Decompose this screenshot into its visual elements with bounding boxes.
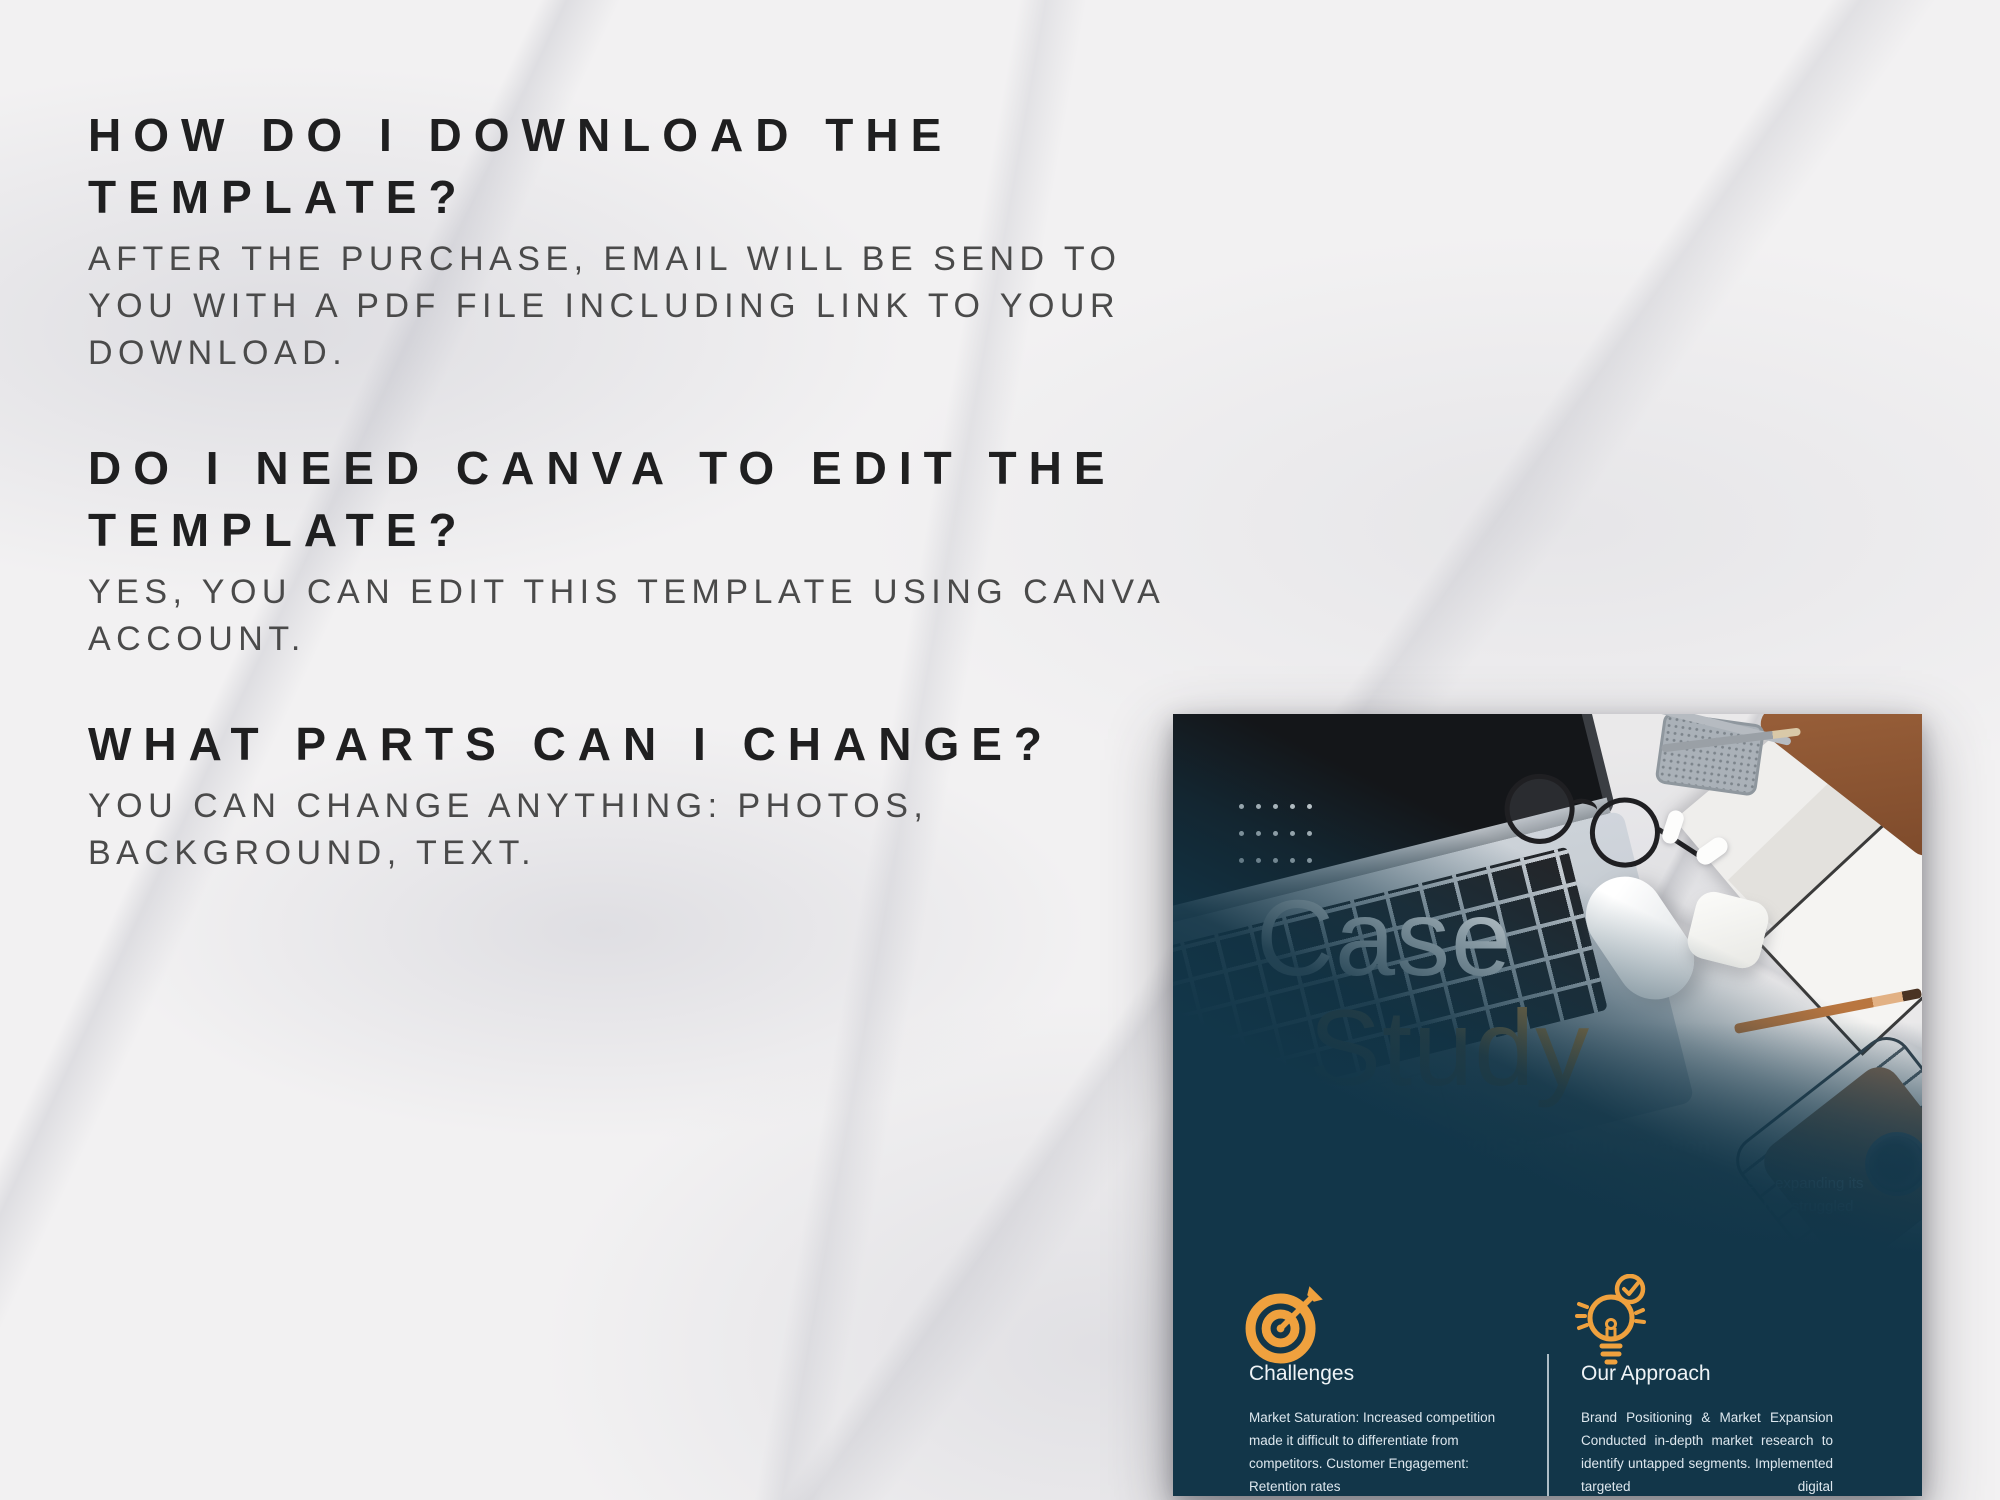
eyeglasses-lens <box>1585 792 1665 872</box>
wire-basket-frame <box>1726 1027 1922 1274</box>
faq-question: HOW DO I DOWNLOAD THE TEMPLATE? <box>88 109 954 223</box>
desk-photo <box>1173 714 1922 1274</box>
orange-notebook-edge <box>1852 842 1922 956</box>
faq-answer: YES, YOU CAN EDIT THIS TEMPLATE USING CANVA ACCOUNT. <box>88 573 1164 658</box>
eyeglasses-lens <box>1500 769 1580 849</box>
laptop-hinge <box>1173 798 1610 951</box>
faq-block <box>88 104 1188 877</box>
faq-section-change <box>88 713 1188 877</box>
column-heading-challenges: Challenges <box>1249 1362 1355 1385</box>
column-heading-approach: Our Approach <box>1581 1362 1711 1385</box>
earbuds-case <box>1684 888 1772 972</box>
laptop-screen <box>1173 714 1617 954</box>
earbud <box>1693 834 1731 868</box>
eyeglasses-bridge <box>1568 797 1599 820</box>
laptop-keyboard <box>1173 810 1695 1244</box>
screen-dots-pattern <box>1239 804 1312 863</box>
wire-basket <box>1726 1027 1922 1274</box>
paper-stack <box>1674 714 1922 996</box>
mesh-pen-cup <box>1654 714 1765 797</box>
faq-answer: AFTER THE PURCHASE, EMAIL WILL BE SEND TO YOU WITH A PDF FILE INCLUDING LINK TO YOUR DOWNLOAD. <box>88 240 1122 372</box>
column-text-approach: Brand Positioning & Market Expansion Conducted in-depth market research to identify untapped segments. Implemented targeted digital <box>1581 1410 1833 1494</box>
faq-answer: YOU CAN CHANGE ANYTHING: PHOTOS, BACKGROUND, TEXT. <box>88 787 929 872</box>
cork-tray <box>1755 1058 1922 1274</box>
faq-section-canva <box>88 437 1188 663</box>
paper-stack <box>1728 734 1922 1024</box>
laptop-trackpad <box>1263 1069 1458 1194</box>
pen <box>1644 714 1791 746</box>
eyeglasses <box>1497 761 1710 887</box>
pen <box>1661 727 1801 752</box>
computer-mouse <box>1571 861 1709 1014</box>
laptop-keys <box>1173 846 1608 1130</box>
faq-section-download <box>88 104 1188 377</box>
pencil <box>1734 988 1922 1034</box>
eyeglasses-temple <box>1656 826 1702 859</box>
leather-notebook <box>1754 714 1922 862</box>
template-preview-card <box>1173 714 1922 1496</box>
camera-lens <box>1852 1119 1922 1209</box>
lightbulb-check-icon <box>1573 1270 1653 1374</box>
laptop <box>1173 714 1689 1245</box>
framed-page <box>1756 808 1922 1056</box>
column-divider <box>1547 1354 1549 1496</box>
earbud <box>1660 808 1686 845</box>
faq-question: WHAT PARTS CAN I CHANGE? <box>88 718 1055 770</box>
column-text-challenges: Market Saturation: Increased competition made it difficult to differentiate from competitors. Customer Engagement: Retention rates <box>1249 1410 1496 1494</box>
faq-question: DO I NEED CANVA TO EDIT THE TEMPLATE? <box>88 442 1117 556</box>
